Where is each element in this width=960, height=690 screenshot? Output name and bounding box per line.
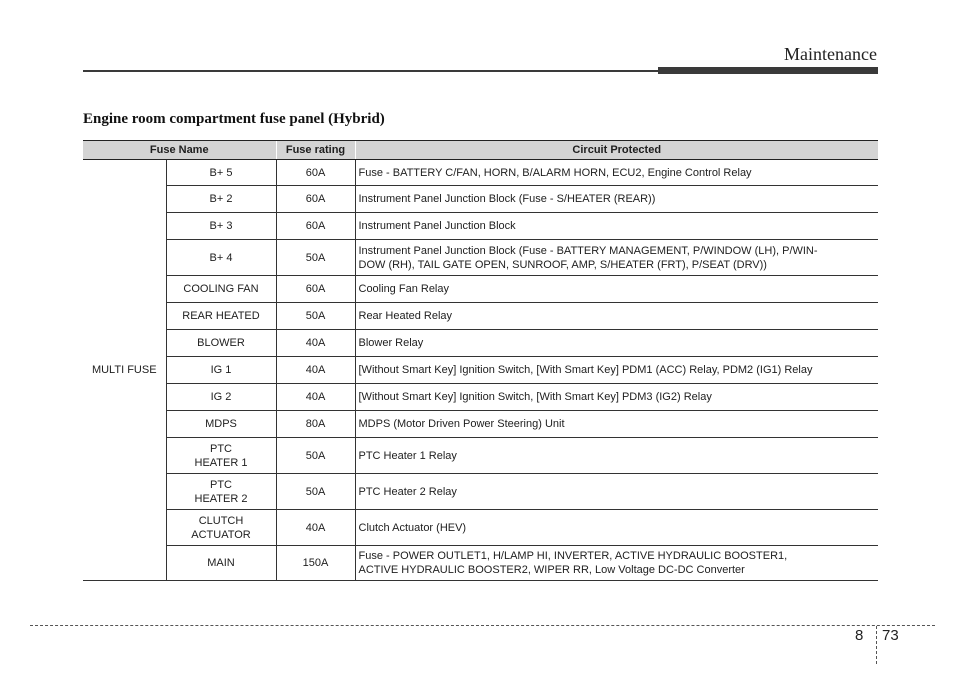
footer-separator (876, 626, 877, 664)
fuse-name-cell: REAR HEATED (166, 303, 276, 330)
header-rule (83, 70, 658, 72)
table-row (83, 303, 878, 330)
circuit-cell: [Without Smart Key] Ignition Switch, [With Smart Key] PDM3 (IG2) Relay (355, 384, 878, 411)
fuse-name-cell: B+ 2 (166, 186, 276, 213)
fuse-name-cell: B+ 3 (166, 213, 276, 240)
fuse-rating-cell: 60A (276, 213, 355, 240)
fuse-rating-cell: 40A (276, 330, 355, 357)
fuse-rating-cell: 60A (276, 160, 355, 186)
circuit-cell: Clutch Actuator (HEV) (355, 510, 878, 546)
circuit-cell: PTC Heater 2 Relay (355, 474, 878, 510)
chapter-number: 8 (855, 627, 864, 644)
page-title: Engine room compartment fuse panel (Hybrid) (83, 111, 385, 127)
table-row (83, 213, 878, 240)
table-row (83, 474, 878, 510)
circuit-cell: Cooling Fan Relay (355, 276, 878, 303)
circuit-cell: MDPS (Motor Driven Power Steering) Unit (355, 411, 878, 438)
fuse-rating-cell: 50A (276, 438, 355, 474)
fuse-rating-cell: 60A (276, 186, 355, 213)
fuse-rating-cell: 40A (276, 357, 355, 384)
fuse-rating-cell: 40A (276, 384, 355, 411)
fuse-name-cell: IG 1 (166, 357, 276, 384)
page-number: 73 (882, 627, 899, 644)
fuse-name-cell: BLOWER (166, 330, 276, 357)
fuse-name-cell: B+ 5 (166, 160, 276, 186)
circuit-cell: Instrument Panel Junction Block (Fuse - S/HEATER (REAR)) (355, 186, 878, 213)
fuse-name-cell: MDPS (166, 411, 276, 438)
table-header-row (83, 141, 878, 160)
fuse-rating-cell: 150A (276, 546, 355, 581)
fuse-rating-cell: 50A (276, 303, 355, 330)
table-row (83, 510, 878, 546)
table-row (83, 546, 878, 581)
circuit-cell: Instrument Panel Junction Block (355, 213, 878, 240)
table-row (83, 384, 878, 411)
fuse-rating-cell: 60A (276, 276, 355, 303)
circuit-cell: Fuse - POWER OUTLET1, H/LAMP HI, INVERTER, ACTIVE HYDRAULIC BOOSTER1, ACTIVE HYDRAULIC BOOSTER2, WIPER RR, Low Voltage DC-DC Converter (355, 546, 878, 581)
header-rule-accent (658, 67, 878, 74)
fuse-name-cell: IG 2 (166, 384, 276, 411)
table-row (83, 357, 878, 384)
fuse-rating-cell: 50A (276, 240, 355, 276)
circuit-cell: PTC Heater 1 Relay (355, 438, 878, 474)
col-header-circuit: Circuit Protected (355, 141, 878, 160)
fuse-rating-cell: 80A (276, 411, 355, 438)
footer-divider (30, 625, 935, 626)
table-row (83, 160, 878, 186)
group-cell: MULTI FUSE (83, 160, 166, 581)
fuse-rating-cell: 50A (276, 474, 355, 510)
table-row (83, 438, 878, 474)
fuse-name-cell: B+ 4 (166, 240, 276, 276)
circuit-cell: [Without Smart Key] Ignition Switch, [With Smart Key] PDM1 (ACC) Relay, PDM2 (IG1) Relay (355, 357, 878, 384)
circuit-cell: Rear Heated Relay (355, 303, 878, 330)
fuse-rating-cell: 40A (276, 510, 355, 546)
circuit-cell: Instrument Panel Junction Block (Fuse - BATTERY MANAGEMENT, P/WINDOW (LH), P/WIN- DOW (RH), TAIL GATE OPEN, SUNROOF, AMP, S/HEATER (FRT), P/SEAT (DRV)) (355, 240, 878, 276)
section-title: Maintenance (784, 44, 877, 64)
fuse-name-cell: CLUTCH ACTUATOR (166, 510, 276, 546)
table-row (83, 186, 878, 213)
fuse-name-cell: PTC HEATER 1 (166, 438, 276, 474)
fuse-table (83, 140, 878, 581)
table-row (83, 330, 878, 357)
circuit-cell: Blower Relay (355, 330, 878, 357)
circuit-cell: Fuse - BATTERY C/FAN, HORN, B/ALARM HORN, ECU2, Engine Control Relay (355, 160, 878, 186)
fuse-name-cell: MAIN (166, 546, 276, 581)
table-body (83, 160, 878, 581)
fuse-name-cell: COOLING FAN (166, 276, 276, 303)
table-row (83, 240, 878, 276)
fuse-name-cell: PTC HEATER 2 (166, 474, 276, 510)
table-row (83, 276, 878, 303)
col-header-fuse-rating: Fuse rating (276, 141, 355, 160)
col-header-fuse-name: Fuse Name (83, 141, 276, 160)
table-row (83, 411, 878, 438)
